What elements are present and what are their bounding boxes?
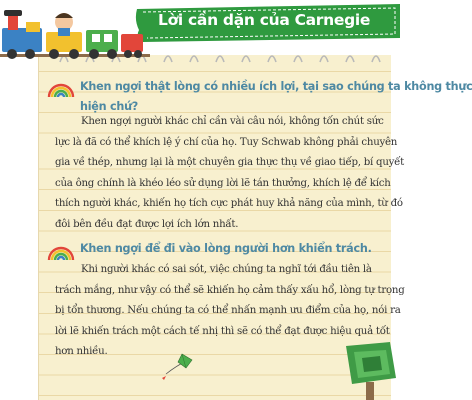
kite-icon: [158, 352, 198, 382]
paragraph-line: gia về thép, nhưng lại là một chuyên gia thực thụ về giao tiếp, bí quyết: [55, 157, 405, 169]
paragraph-line: Khi người khác có sai sót, việc chúng ta nghĩ tới đầu tiên là: [81, 264, 372, 275]
train-illustration: [0, 0, 150, 62]
section-1-question: [80, 77, 472, 117]
paragraph-line: của ông chính là khéo léo sử dụng lời lẽ tán thưởng, khích lệ để kích: [55, 177, 391, 189]
rainbow-icon: [46, 243, 76, 261]
paragraph-line: lời lẽ khiến trách một cách tế nhị thì sẽ có thể đạt được hiệu quả tốt: [55, 325, 390, 337]
question-line: hiện chứ?: [80, 100, 139, 113]
rainbow-icon: [46, 80, 76, 98]
paragraph-line: hơn nhiều.: [55, 346, 108, 358]
question-line: Khen ngợi thật lòng có nhiều ích lợi, tại sao chúng ta không thực: [80, 80, 472, 93]
tree-icon: [340, 338, 400, 400]
page-title: Lời cần dặn của Carnegie: [158, 11, 371, 29]
question-line: Khen ngợi để đi vào lòng người hơn khiển trách.: [80, 242, 372, 255]
paragraph-line: thích người khác, khiến họ tích cực phát huy khả năng của mình, từ đó: [55, 198, 403, 210]
paragraph-line: đôi bên đều đạt được lợi ích lớn nhất.: [55, 218, 239, 230]
section-1-paragraph: [55, 112, 405, 236]
paragraph-line: bị tổn thương. Nếu chúng ta có thể nhấn mạnh ưu điểm của họ, nói ra: [55, 305, 401, 317]
paragraph-line: trách mắng, như vậy có thể sẽ khiến họ cảm thấy xấu hổ, lòng tự trọng: [55, 284, 405, 296]
section-2-question: [80, 239, 385, 259]
paragraph-line: lực là đã có thể khích lệ ý chí của họ. Tuy Schwab không phải chuyên: [55, 136, 398, 148]
paragraph-line: Khen ngợi người khác chỉ cần vài câu nói, không tốn chút sức: [81, 116, 384, 127]
